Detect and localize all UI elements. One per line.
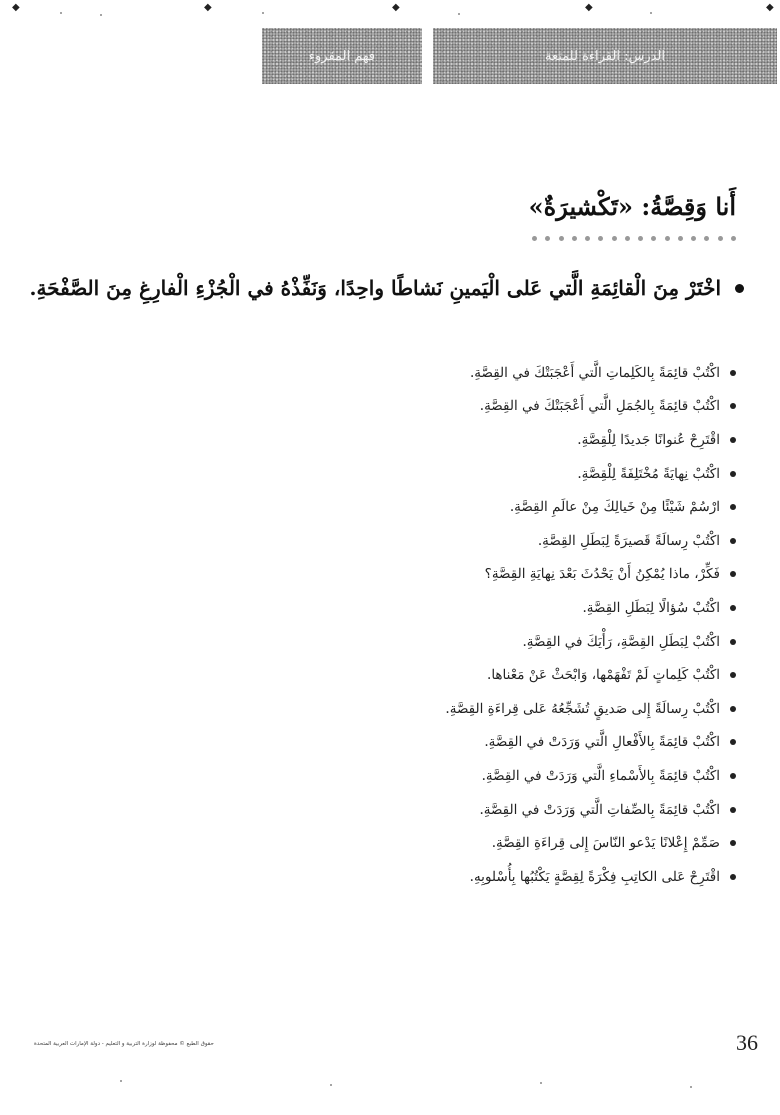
scan-speck: [330, 1084, 332, 1086]
activity-text: اكْتُبْ سُؤالًا لِبَطَلِ القِصَّةِ.: [582, 599, 720, 616]
activity-text: اكْتُبْ قائِمَةً بِالأَفْعالِ الَّتي وَرَدَتْ في القِصَّةِ.: [484, 734, 720, 751]
activity-text: اكْتُبْ رِسالَةً قَصيرَةً لِبَطَلِ القِصَّةِ.: [537, 532, 720, 549]
bullet-icon: [730, 874, 736, 880]
list-item: [236, 860, 736, 894]
activity-text: اكْتُبْ قائِمَةً بِالكَلِماتِ الَّتي أَعْجَبَتْكَ في القِصَّةِ.: [469, 364, 720, 381]
activity-text: صَمِّمْ إِعْلانًا يَدْعو النّاسَ إِلى قِراءَةِ القِصَّةِ.: [491, 835, 720, 852]
list-item: [236, 356, 736, 390]
list-item: [236, 658, 736, 692]
scan-mark: ◆: [12, 2, 20, 13]
activity-text: ارْسُمْ شَيْئًا مِنْ خَيالِكَ مِنْ عالَمِ القِصَّةِ.: [509, 499, 720, 516]
section-tab-lesson: [433, 28, 777, 84]
list-item: [236, 457, 736, 491]
scan-mark: ◆: [204, 2, 212, 13]
list-item: [236, 759, 736, 793]
list-item: [236, 390, 736, 424]
scan-speck: [120, 1080, 122, 1082]
list-item: [236, 625, 736, 659]
list-item: [236, 558, 736, 592]
activity-text: فَكِّرْ، ماذا يُمْكِنُ أَنْ يَحْدُثَ بَعْدَ نِهايَةِ القِصَّةِ؟: [484, 566, 720, 583]
scan-mark: ◆: [585, 2, 593, 13]
bullet-icon: [730, 370, 736, 376]
activity-text: اكْتُبْ نِهايَةً مُخْتَلِفَةً لِلْقِصَّةِ.: [577, 465, 720, 482]
list-item: [236, 423, 736, 457]
list-item: [236, 726, 736, 760]
activity-text: اقْتَرِحْ عَلى الكاتِبِ فِكْرَةً لِقِصَّةٍ يَكْتُبُها بِأُسْلوبِهِ.: [469, 868, 720, 885]
list-item: [236, 591, 736, 625]
section-tab-label: فهم المقروء: [308, 48, 376, 64]
section-tab-label: الدرس: القراءة للمتعة: [545, 48, 665, 64]
bullet-icon: [730, 739, 736, 745]
activity-text: اكْتُبْ قائِمَةً بِالجُمَلِ الَّتي أَعْجَبَتْكَ في القِصَّةِ.: [479, 398, 720, 415]
bullet-icon: [730, 840, 736, 846]
scan-mark: ◆: [392, 2, 400, 13]
bullet-icon: [730, 538, 736, 544]
activity-text: اكْتُبْ رِسالَةً إِلى صَديقٍ تُشَجِّعُهُ عَلى قِراءَةِ القِصَّةِ.: [445, 700, 720, 717]
bullet-icon: [730, 605, 736, 611]
bullet-icon: [730, 571, 736, 577]
scan-speck: [100, 14, 102, 16]
bullet-icon: [730, 471, 736, 477]
activity-text: اقْتَرِحْ عُنوانًا جَديدًا لِلْقِصَّةِ.: [577, 431, 720, 448]
copyright-note: حقوق الطبع © محفوظة لوزارة التربية و التعليم - دولة الإمارات العربية المتحدة: [34, 1041, 214, 1047]
dotted-divider: [532, 236, 736, 241]
scan-speck: [540, 1082, 542, 1084]
bullet-icon: [735, 284, 744, 293]
activity-list: [236, 356, 736, 894]
bullet-icon: [730, 706, 736, 712]
activity-text: اكْتُبْ لِبَطَلِ القِصَّةِ، رَأْيَكَ في القِصَّةِ.: [522, 633, 720, 650]
scan-mark: ◆: [766, 2, 774, 13]
lesson-title: أَنا وَقِصَّةُ: «تَكْشيرَةٌ»: [528, 192, 736, 221]
list-item: [236, 692, 736, 726]
section-tab-reading-comprehension: [262, 28, 422, 84]
bullet-icon: [730, 672, 736, 678]
scan-speck: [650, 12, 652, 14]
activity-text: اكْتُبْ كَلِماتٍ لَمْ تَفْهَمْها، وَابْحَثْ عَنْ مَعْناها.: [487, 667, 720, 684]
scan-speck: [60, 12, 62, 14]
instruction-text: اخْتَرْ مِنَ الْقائِمَةِ الَّتي عَلى الْيَمينِ نَشاطًا واحِدًا، وَنَفِّذْهُ في الْجُزْءِ الْفارِغِ مِنَ الصَّفْحَةِ.: [29, 276, 721, 300]
bullet-icon: [730, 403, 736, 409]
list-item: [236, 793, 736, 827]
instruction: [24, 276, 744, 300]
activity-text: اكْتُبْ قائِمَةً بِالصِّفاتِ الَّتي وَرَدَتْ في القِصَّةِ.: [479, 801, 720, 818]
bullet-icon: [730, 773, 736, 779]
bullet-icon: [730, 437, 736, 443]
list-item: [236, 524, 736, 558]
scan-speck: [458, 13, 460, 15]
bullet-icon: [730, 639, 736, 645]
scan-speck: [262, 12, 264, 14]
list-item: [236, 826, 736, 860]
activity-text: اكْتُبْ قائِمَةً بِالأَسْماءِ الَّتي وَرَدَتْ في القِصَّةِ.: [481, 767, 720, 784]
list-item: [236, 490, 736, 524]
bullet-icon: [730, 807, 736, 813]
page-number: 36: [736, 1030, 758, 1055]
bullet-icon: [730, 504, 736, 510]
scan-speck: [690, 1086, 692, 1088]
